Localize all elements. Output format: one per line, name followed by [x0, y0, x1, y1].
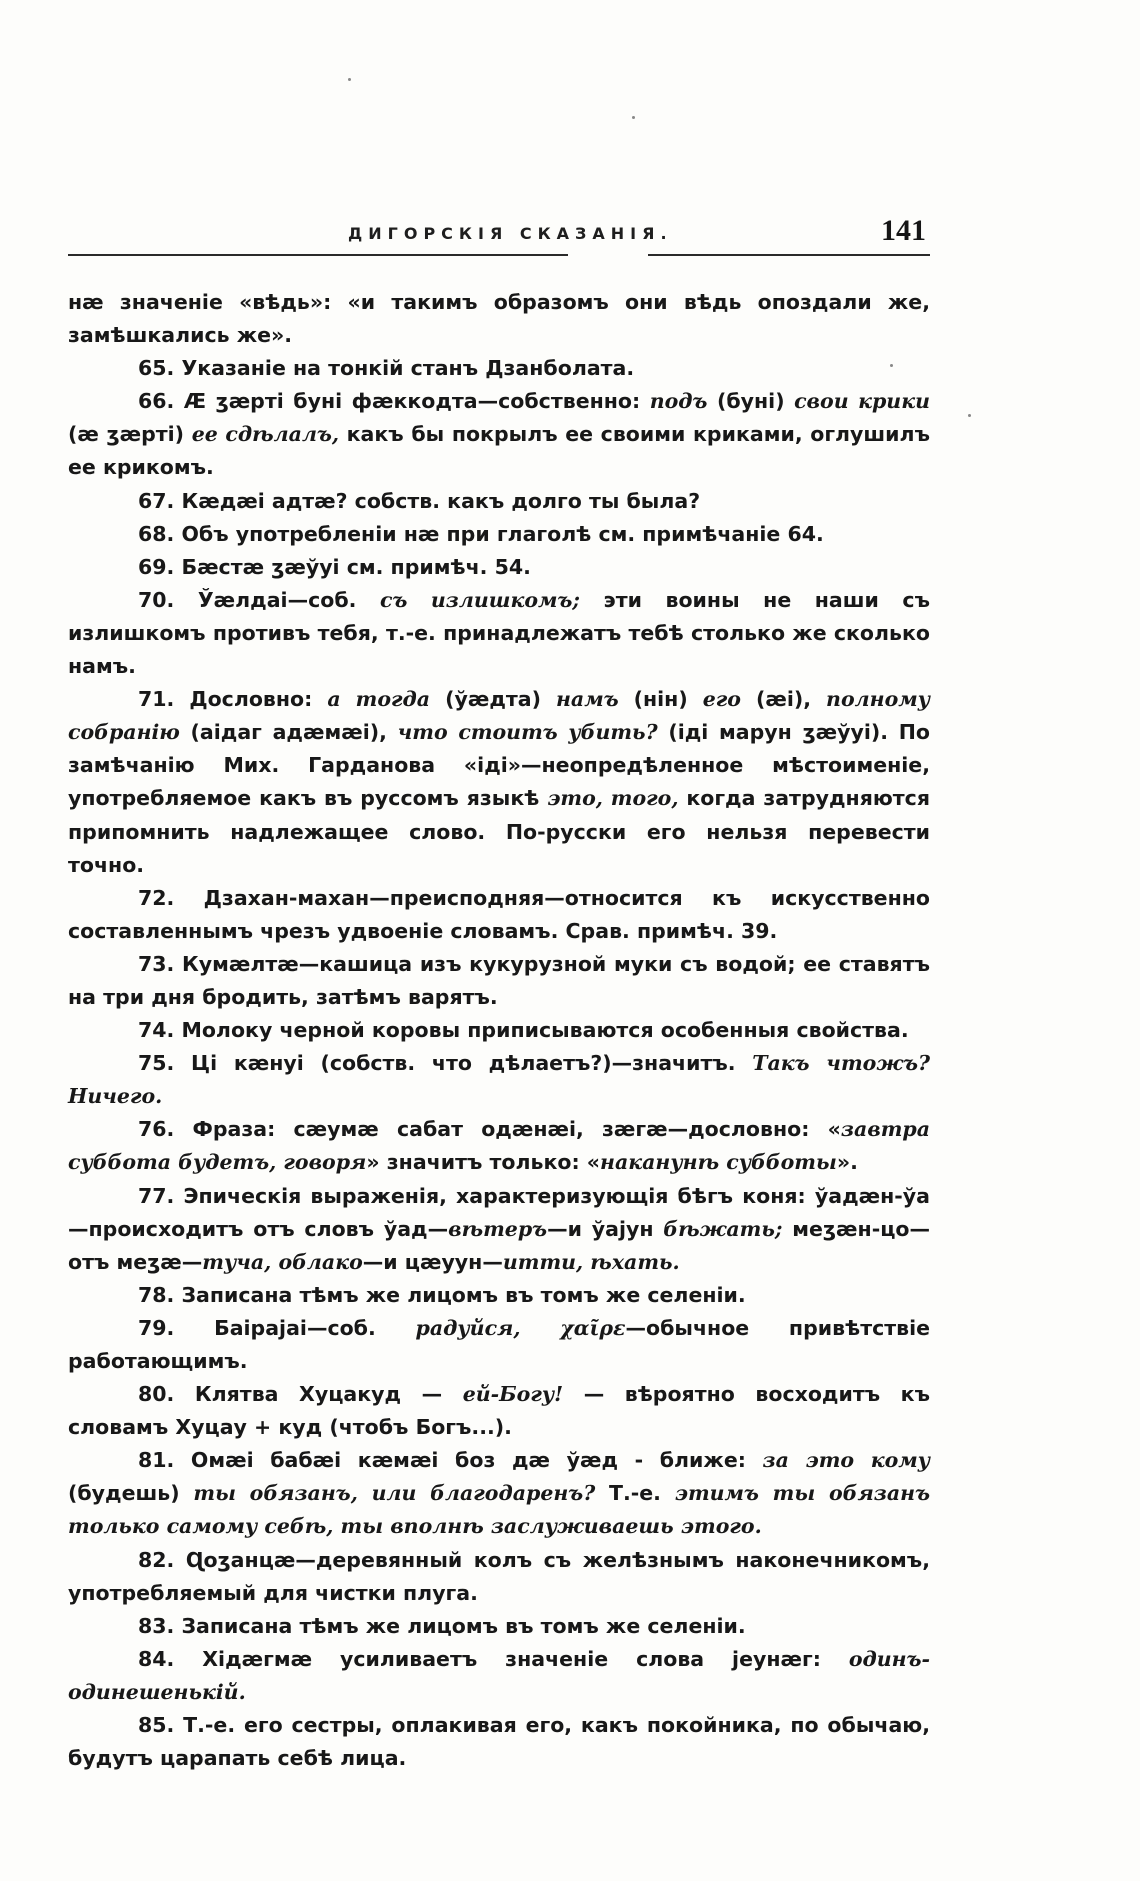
- note-78: [68, 1279, 930, 1312]
- italic-gloss: это, того,: [547, 786, 679, 811]
- note-text: Ɋоʒанцæ—деревянный колъ съ желѣзнымъ наконечникомъ, употребляемый для чистки плуга.: [68, 1547, 930, 1605]
- italic-gloss: Такъ чтожъ? Ничего.: [68, 1051, 931, 1109]
- note-text: эти воины не наши съ излишкомъ противъ тебя, т.-е. принадлежатъ тебѣ столько же сколько намъ.: [68, 587, 930, 679]
- note-number: 77.: [138, 1183, 184, 1208]
- note-67: [68, 485, 930, 518]
- note-text: Ці кæнуі (собств. что дѣлаетъ?)—значитъ.: [191, 1051, 753, 1076]
- note-text: Молоку черной коровы приписываются особенныя свойства.: [181, 1018, 909, 1043]
- note-text: Дзахан-махан—преисподняя—относится къ искусственно составленнымъ чрезъ удвоеніе словамъ. Срав. примѣч. 39.: [68, 885, 930, 943]
- note-number: 75.: [138, 1051, 192, 1076]
- note-text: нæ значеніе «вѣдь»: «и такимъ образомъ они вѣдь опоздали же, замѣшкались же».: [68, 290, 930, 348]
- note-number: 76.: [138, 1117, 193, 1142]
- note-number: 71.: [138, 687, 190, 712]
- running-title: ДИГОРСКІЯ СКАЗАНІЯ.: [348, 224, 673, 243]
- note-text: (æ ʒæрті): [68, 422, 192, 447]
- italic-gloss: что стоитъ убить?: [397, 720, 658, 745]
- speck: [632, 116, 635, 119]
- page-number: 141: [881, 214, 926, 247]
- note-number: 68.: [138, 521, 182, 546]
- note-79: [68, 1312, 930, 1378]
- italic-gloss: ее сдѣлалъ,: [191, 422, 339, 447]
- note-text: Ўæлдаі—соб.: [197, 587, 380, 612]
- note-75: [68, 1047, 930, 1113]
- note-text: — вѣроятно восходитъ къ словамъ Хуцау + куд (чтобъ Богъ...).: [68, 1382, 931, 1440]
- note-81: [68, 1444, 930, 1543]
- note-77: [68, 1180, 930, 1279]
- italic-gloss: этимъ ты обязанъ только самому себѣ, ты вполнѣ заслуживаешь этого.: [68, 1481, 931, 1539]
- note-number: 85.: [138, 1713, 184, 1738]
- note-76: [68, 1113, 930, 1179]
- note-text: ».: [836, 1150, 858, 1175]
- note-text: Хідæгмæ усиливаетъ значеніе слова jеунæг:: [202, 1646, 849, 1671]
- italic-gloss: подъ: [649, 389, 708, 414]
- italic-gloss: за это кому: [762, 1448, 930, 1473]
- italic-gloss: одинъ-одинешенькій.: [68, 1646, 931, 1704]
- note-65: [68, 352, 930, 385]
- italic-gloss: бѣжать;: [663, 1216, 783, 1241]
- note-text: —и ўаjун: [547, 1216, 664, 1241]
- note-text: когда затрудняются припомнить надлежащее слово. По-русски его нельзя перевести точно.: [68, 786, 930, 877]
- note-text: (ўæдта): [430, 687, 556, 712]
- note-number: 67.: [138, 488, 182, 513]
- note-number: 83.: [138, 1613, 182, 1638]
- header-rule-gap: [568, 251, 648, 257]
- note-68: [68, 518, 930, 551]
- note-text: Т.-е.: [595, 1481, 675, 1506]
- italic-gloss: радуйся, χαῖρε: [415, 1315, 626, 1340]
- note-text: Фраза: сæумæ сабат одæнæі, зæгæ—дословно: «: [192, 1117, 841, 1142]
- note-69: [68, 551, 930, 584]
- note-85: [68, 1709, 930, 1775]
- note-number: 74.: [138, 1018, 182, 1043]
- running-head: [68, 214, 930, 254]
- note-text: Дословно:: [189, 687, 328, 712]
- note-74: [68, 1014, 930, 1047]
- note-71: [68, 683, 930, 882]
- note-text: Т.-е. его сестры, оплакивая его, какъ покойника, по обычаю, будутъ царапать себѣ лица.: [68, 1713, 930, 1771]
- note-number: 84.: [138, 1646, 203, 1671]
- italic-gloss: туча, облако: [202, 1249, 363, 1274]
- note-text: (будешь): [68, 1481, 194, 1506]
- note-text: какъ бы покрылъ ее своими криками, оглушилъ ее крикомъ.: [68, 422, 930, 480]
- note-text: —обычное привѣтствіе работающимъ.: [68, 1315, 931, 1373]
- italic-gloss: завтра суббота будетъ, говоря: [68, 1117, 930, 1175]
- note-text: Клятва Хуцакуд —: [194, 1382, 463, 1407]
- note-number: 69.: [138, 554, 182, 579]
- note-text: Бæстæ ʒæўуі см. примѣч. 54.: [181, 554, 531, 579]
- note-text: Омæі бабæі кæмæі боз дæ ўæд - ближе:: [190, 1448, 763, 1473]
- note-83: [68, 1610, 930, 1643]
- italic-gloss: ей-Богу!: [462, 1382, 564, 1407]
- note-number: 73.: [138, 951, 182, 976]
- note-number: 65.: [138, 356, 182, 381]
- note-text: Баіраjаі—соб.: [214, 1315, 416, 1340]
- note-text: (буні): [707, 389, 795, 414]
- note-text: (іді марун ʒæўуі). По замѣчанію Мих. Гарданова «іді»—неопредѣленное мѣстоименіе, употребляемое какъ въ руссомъ языкѣ: [68, 720, 930, 811]
- note-number: 66.: [138, 389, 184, 414]
- notes-body: [68, 286, 930, 1775]
- note-number: 80.: [138, 1382, 195, 1407]
- note-text: Указаніе на тонкій станъ Дзанболата.: [181, 356, 635, 381]
- note-number: 81.: [138, 1448, 191, 1473]
- note-text: Записана тѣмъ же лицомъ въ томъ же селеніи.: [181, 1282, 746, 1307]
- speck: [968, 414, 971, 417]
- note-text: меʒæн-цо—отъ меʒæ—: [68, 1216, 930, 1274]
- note-number: 79.: [138, 1315, 215, 1340]
- note-text: Æ ʒæрті буні фæккодта—собственно:: [183, 389, 650, 414]
- note-text: Кумæлтæ—кашица изъ кукурузной муки съ водой; ее ставятъ на три дня бродить, затѣмъ варятъ.: [68, 951, 930, 1009]
- note-number: 72.: [138, 885, 204, 910]
- note-text: (æі),: [740, 687, 827, 712]
- note-text: (нін): [618, 687, 703, 712]
- note-70: [68, 584, 930, 683]
- note-number: 78.: [138, 1282, 182, 1307]
- italic-gloss: его: [702, 687, 741, 712]
- italic-gloss: итти, ѣхать.: [502, 1249, 680, 1274]
- speck: [348, 78, 351, 81]
- italic-gloss: свои крики: [794, 389, 930, 414]
- note-text: » значитъ только: «: [366, 1150, 601, 1175]
- note-text: Эпическія выраженія, характеризующія бѣгъ коня: ўадæн-ўа—происходитъ отъ словъ ўад—: [68, 1183, 930, 1241]
- note-continuation: [68, 286, 930, 352]
- note-text: Записана тѣмъ же лицомъ въ томъ же селеніи.: [181, 1613, 746, 1638]
- note-text: —и цæуун—: [362, 1249, 503, 1274]
- note-66: [68, 385, 930, 484]
- note-84: [68, 1643, 930, 1709]
- italic-gloss: а тогда: [327, 687, 431, 712]
- note-text: (аідаг адæмæі),: [179, 720, 398, 745]
- note-text: Объ употребленіи нæ при глаголѣ см. примѣчаніе 64.: [181, 521, 824, 546]
- italic-gloss: вѣтеръ: [448, 1216, 548, 1241]
- note-number: 82.: [138, 1547, 186, 1572]
- italic-gloss: съ излишкомъ;: [379, 587, 580, 612]
- header-rule: [68, 254, 930, 256]
- italic-gloss: ты обязанъ, или благодаренъ?: [193, 1481, 596, 1506]
- note-text: Кæдæі адтæ? собств. какъ долго ты была?: [181, 488, 701, 513]
- note-80: [68, 1378, 930, 1444]
- note-number: 70.: [138, 587, 198, 612]
- italic-gloss: полному собранію: [68, 687, 930, 745]
- italic-gloss: намъ: [555, 687, 619, 712]
- italic-gloss: наканунѣ субботы: [600, 1150, 837, 1175]
- note-72: [68, 882, 930, 948]
- note-82: [68, 1544, 930, 1610]
- note-73: [68, 948, 930, 1014]
